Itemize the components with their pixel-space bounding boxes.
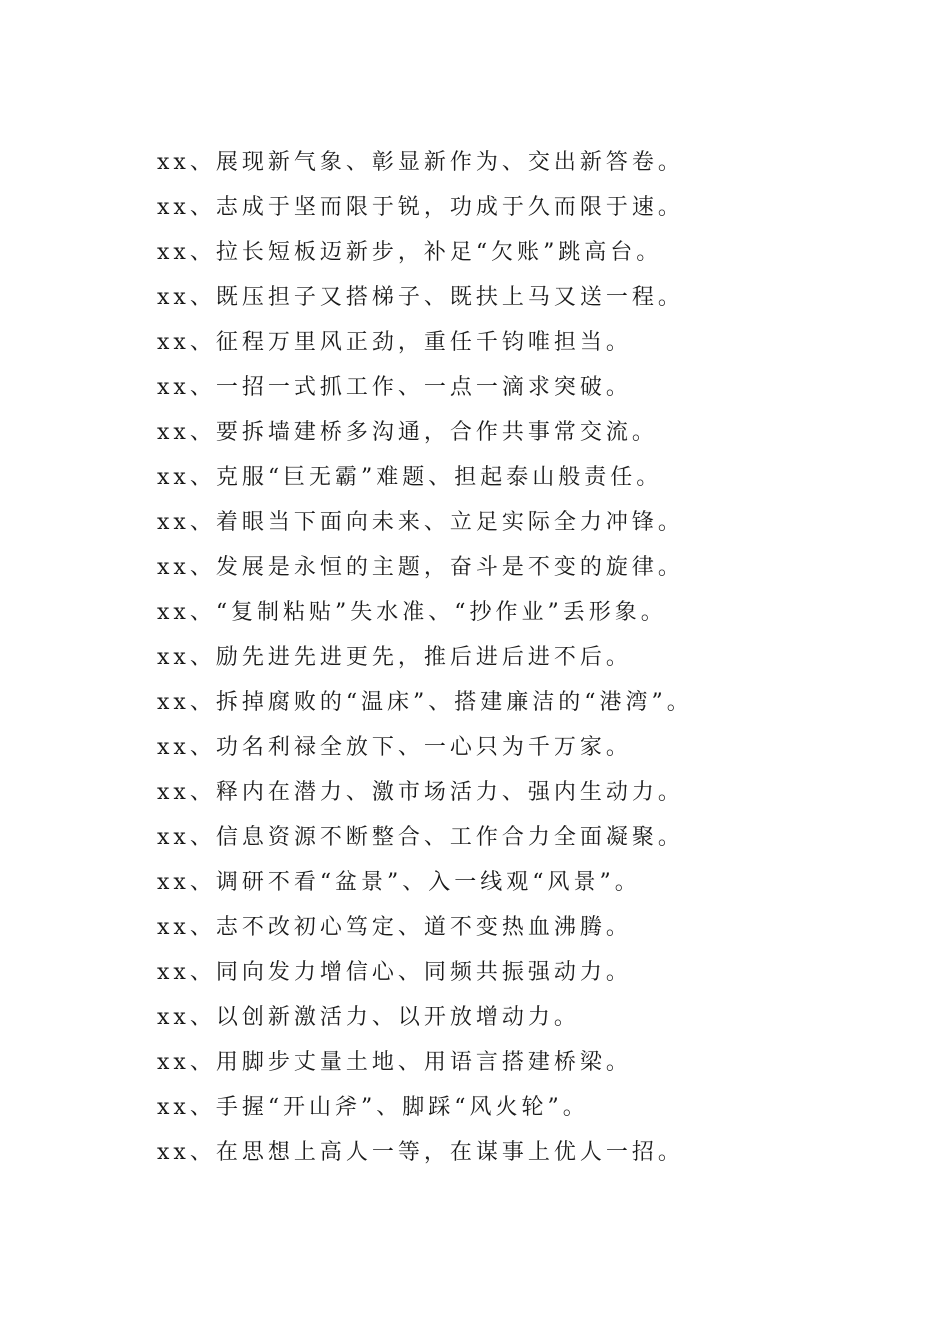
list-item: xx、释内在潜力、激市场活力、强内生动力。 — [157, 780, 684, 805]
list-item: xx、拆掉腐败的“温床”、搭建廉洁的“港湾”。 — [157, 690, 693, 715]
list-item: xx、征程万里风正劲，重任千钧唯担当。 — [157, 330, 632, 355]
list-item: xx、着眼当下面向未来、立足实际全力冲锋。 — [157, 510, 684, 535]
list-item: xx、手握“开山斧”、脚踩“风火轮”。 — [157, 1095, 589, 1120]
list-item: xx、用脚步丈量土地、用语言搭建桥梁。 — [157, 1050, 632, 1075]
slogan-list — [157, 140, 917, 1175]
list-item: xx、志成于坚而限于锐，功成于久而限于速。 — [157, 195, 684, 220]
list-item: xx、既压担子又搭梯子、既扶上马又送一程。 — [157, 285, 684, 310]
list-item: xx、志不改初心笃定、道不变热血沸腾。 — [157, 915, 632, 940]
list-item: xx、信息资源不断整合、工作合力全面凝聚。 — [157, 825, 684, 850]
list-item: xx、同向发力增信心、同频共振强动力。 — [157, 960, 632, 985]
list-item: xx、要拆墙建桥多沟通，合作共事常交流。 — [157, 420, 658, 445]
list-item: xx、克服“巨无霸”难题、担起泰山般责任。 — [157, 465, 663, 490]
list-item: xx、在思想上高人一等，在谋事上优人一招。 — [157, 1140, 684, 1165]
list-item: xx、功名利禄全放下、一心只为千万家。 — [157, 735, 632, 760]
list-item: xx、发展是永恒的主题，奋斗是不变的旋律。 — [157, 555, 684, 580]
list-item: xx、一招一式抓工作、一点一滴求突破。 — [157, 375, 632, 400]
list-item: xx、拉长短板迈新步，补足“欠账”跳高台。 — [157, 240, 663, 265]
list-item: xx、调研不看“盆景”、入一线观“风景”。 — [157, 870, 641, 895]
list-item: xx、以创新激活力、以开放增动力。 — [157, 1005, 580, 1030]
list-item: xx、展现新气象、彰显新作为、交出新答卷。 — [157, 150, 684, 175]
list-item: xx、“复制粘贴”失水准、“抄作业”丢形象。 — [157, 600, 667, 625]
list-item: xx、励先进先进更先，推后进后进不后。 — [157, 645, 632, 670]
